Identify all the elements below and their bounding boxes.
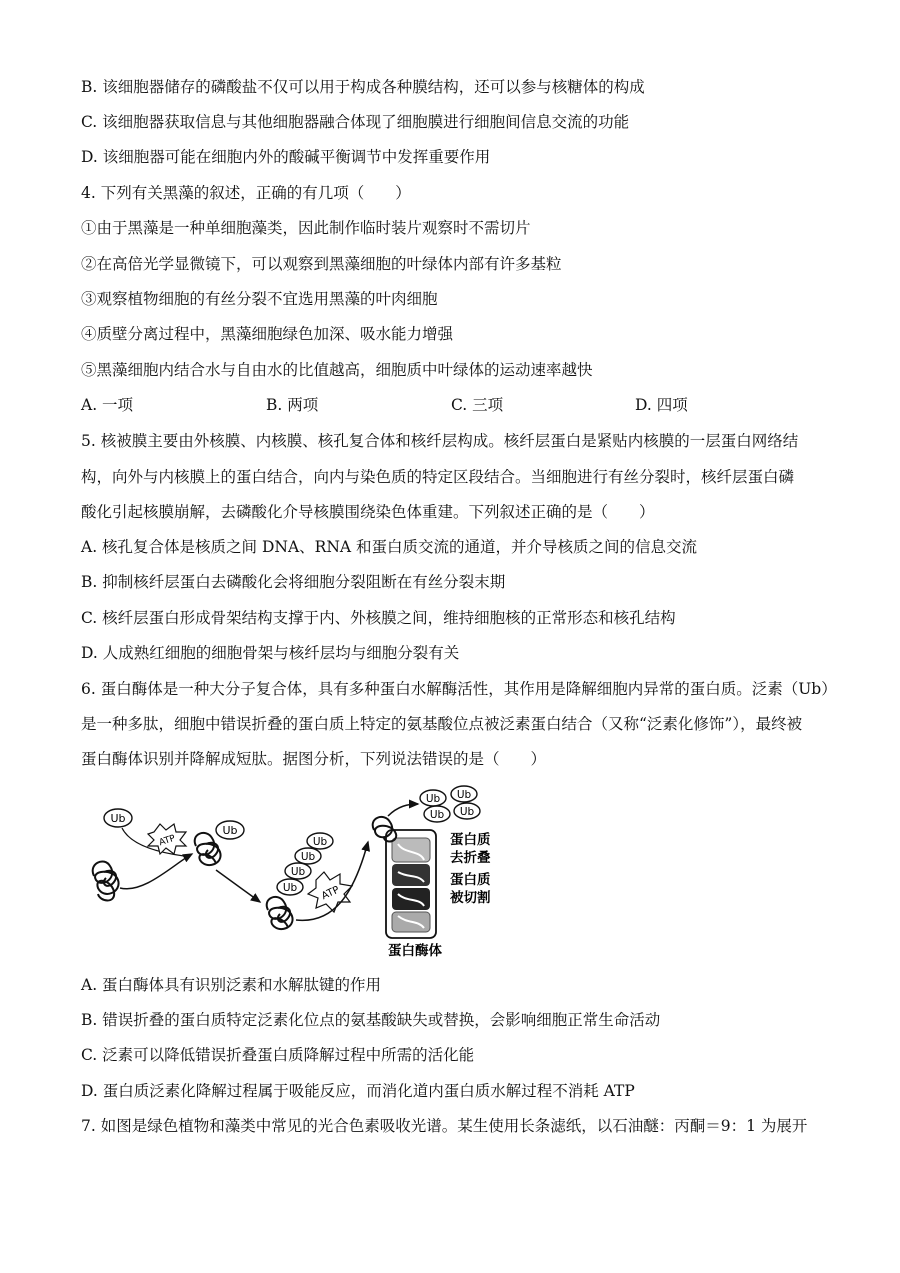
q4-option-b: B. 两项 (266, 396, 319, 414)
label-proteasome: 蛋白酶体 (388, 943, 442, 959)
svg-text:Ub: Ub (456, 789, 472, 801)
svg-text:ATP: ATP (320, 884, 342, 903)
label-unfold-line-2: 去折叠 (450, 850, 491, 866)
svg-text:Ub: Ub (282, 882, 298, 894)
q4-statement-1: ①由于黑藻是一种单细胞藻类，因此制作临时装片观察时不需切片 (81, 219, 531, 237)
svg-text:Ub: Ub (290, 866, 306, 878)
q5-option-b: B. 抑制核纤层蛋白去磷酸化会将细胞分裂阻断在有丝分裂末期 (81, 573, 506, 591)
q4-statement-5: ⑤黑藻细胞内结合水与自由水的比值越高，细胞质中叶绿体的运动速率越快 (81, 361, 593, 379)
svg-text:ATP: ATP (157, 833, 177, 849)
ubiquitin-tag (104, 809, 132, 827)
ubiquitin-tag (216, 821, 244, 839)
svg-text:Ub: Ub (425, 793, 441, 805)
label-cut-line-1: 蛋白质 (450, 872, 491, 888)
question-7-stem-line-1: 7. 如图是绿色植物和藻类中常见的光合色素吸收光谱。某生使用长条滤纸，以石油醚：丙酮＝9：1 为展开 (81, 1117, 808, 1135)
question-5-stem-line-2: 构，向外与内核膜上的蛋白结合，向内与染色质的特定区段结合。当细胞进行有丝分裂时，核纤层蛋白磷 (81, 468, 795, 486)
q4-option-a: A. 一项 (81, 396, 134, 414)
question-4-stem: 4. 下列有关黑藻的叙述，正确的有几项（ ） (81, 184, 411, 202)
proteasome-diagram (386, 830, 436, 938)
ubiquitin-proteasome-figure (84, 784, 504, 962)
svg-text:Ub: Ub (429, 809, 445, 821)
question-6-stem-line-1: 6. 蛋白酶体是一种大分子复合体，具有多种蛋白水解酶活性，其作用是降解细胞内异常的蛋白质。泛素（Ub） (81, 680, 837, 698)
q5-option-a: A. 核孔复合体是核质之间 DNA、RNA 和蛋白质交流的通道，并介导核质之间的信息交流 (81, 538, 698, 556)
svg-text:Ub: Ub (459, 806, 475, 818)
q4-statement-4: ④质壁分离过程中，黑藻细胞绿色加深、吸水能力增强 (81, 325, 454, 343)
q6-option-a: A. 蛋白酶体具有识别泛素和水解肽键的作用 (81, 976, 382, 994)
q5-option-c: C. 核纤层蛋白形成骨架结构支撑于内、外核膜之间，维持细胞核的正常形态和核孔结构 (81, 609, 676, 627)
line-q3c: C. 该细胞器获取信息与其他细胞器融合体现了细胞膜进行细胞间信息交流的功能 (81, 113, 630, 131)
question-5-stem-line-1: 5. 核被膜主要由外核膜、内核膜、核孔复合体和核纤层构成。核纤层蛋白是紧贴内核膜的一层蛋白网络结 (81, 432, 799, 450)
q4-statement-2: ②在高倍光学显微镜下，可以观察到黑藻细胞的叶绿体内部有许多基粒 (81, 255, 562, 273)
misfolded-protein-3 (267, 897, 293, 929)
q6-option-d: D. 蛋白质泛素化降解过程属于吸能反应，而消化道内蛋白质水解过程不消耗 ATP (81, 1082, 635, 1100)
question-6-stem-line-2: 是一种多肽，细胞中错误折叠的蛋白质上特定的氨基酸位点被泛素蛋白结合（又称“泛素化修饰”），最终被 (81, 715, 803, 733)
misfolded-protein-1 (93, 861, 119, 900)
atp-burst-2 (308, 872, 352, 912)
released-ubiquitin (420, 786, 480, 822)
label-cut-line-2: 被切割 (450, 890, 491, 906)
q6-option-b: B. 错误折叠的蛋白质特定泛素化位点的氨基酸缺失或替换，会影响细胞正常生命活动 (81, 1011, 661, 1029)
svg-text:Ub: Ub (110, 812, 126, 825)
question-6-stem-line-3: 蛋白酶体识别并降解成短肽。据图分析，下列说法错误的是（ ） (81, 750, 547, 768)
q5-option-d: D. 人成熟红细胞的细胞骨架与核纤层均与细胞分裂有关 (81, 644, 460, 662)
q4-option-d: D. 四项 (635, 396, 688, 414)
q6-option-c: C. 泛素可以降低错误折叠蛋白质降解过程中所需的活化能 (81, 1046, 475, 1064)
line-q3d: D. 该细胞器可能在细胞内外的酸碱平衡调节中发挥重要作用 (81, 148, 491, 166)
q4-statement-3: ③观察植物细胞的有丝分裂不宜选用黑藻的叶肉细胞 (81, 290, 438, 308)
misfolded-protein-2 (195, 833, 221, 865)
svg-text:Ub: Ub (222, 824, 238, 837)
label-unfold-line-1: 蛋白质 (450, 832, 491, 848)
line-q3b: B. 该细胞器储存的磷酸盐不仅可以用于构成各种膜结构，还可以参与核糖体的构成 (81, 78, 645, 96)
svg-text:Ub: Ub (300, 851, 316, 863)
question-5-stem-line-3: 酸化引起核膜崩解，去磷酸化介导核膜围绕染色体重建。下列叙述正确的是（ ） (81, 503, 655, 521)
svg-text:Ub: Ub (312, 836, 328, 848)
q4-option-c: C. 三项 (451, 396, 504, 414)
